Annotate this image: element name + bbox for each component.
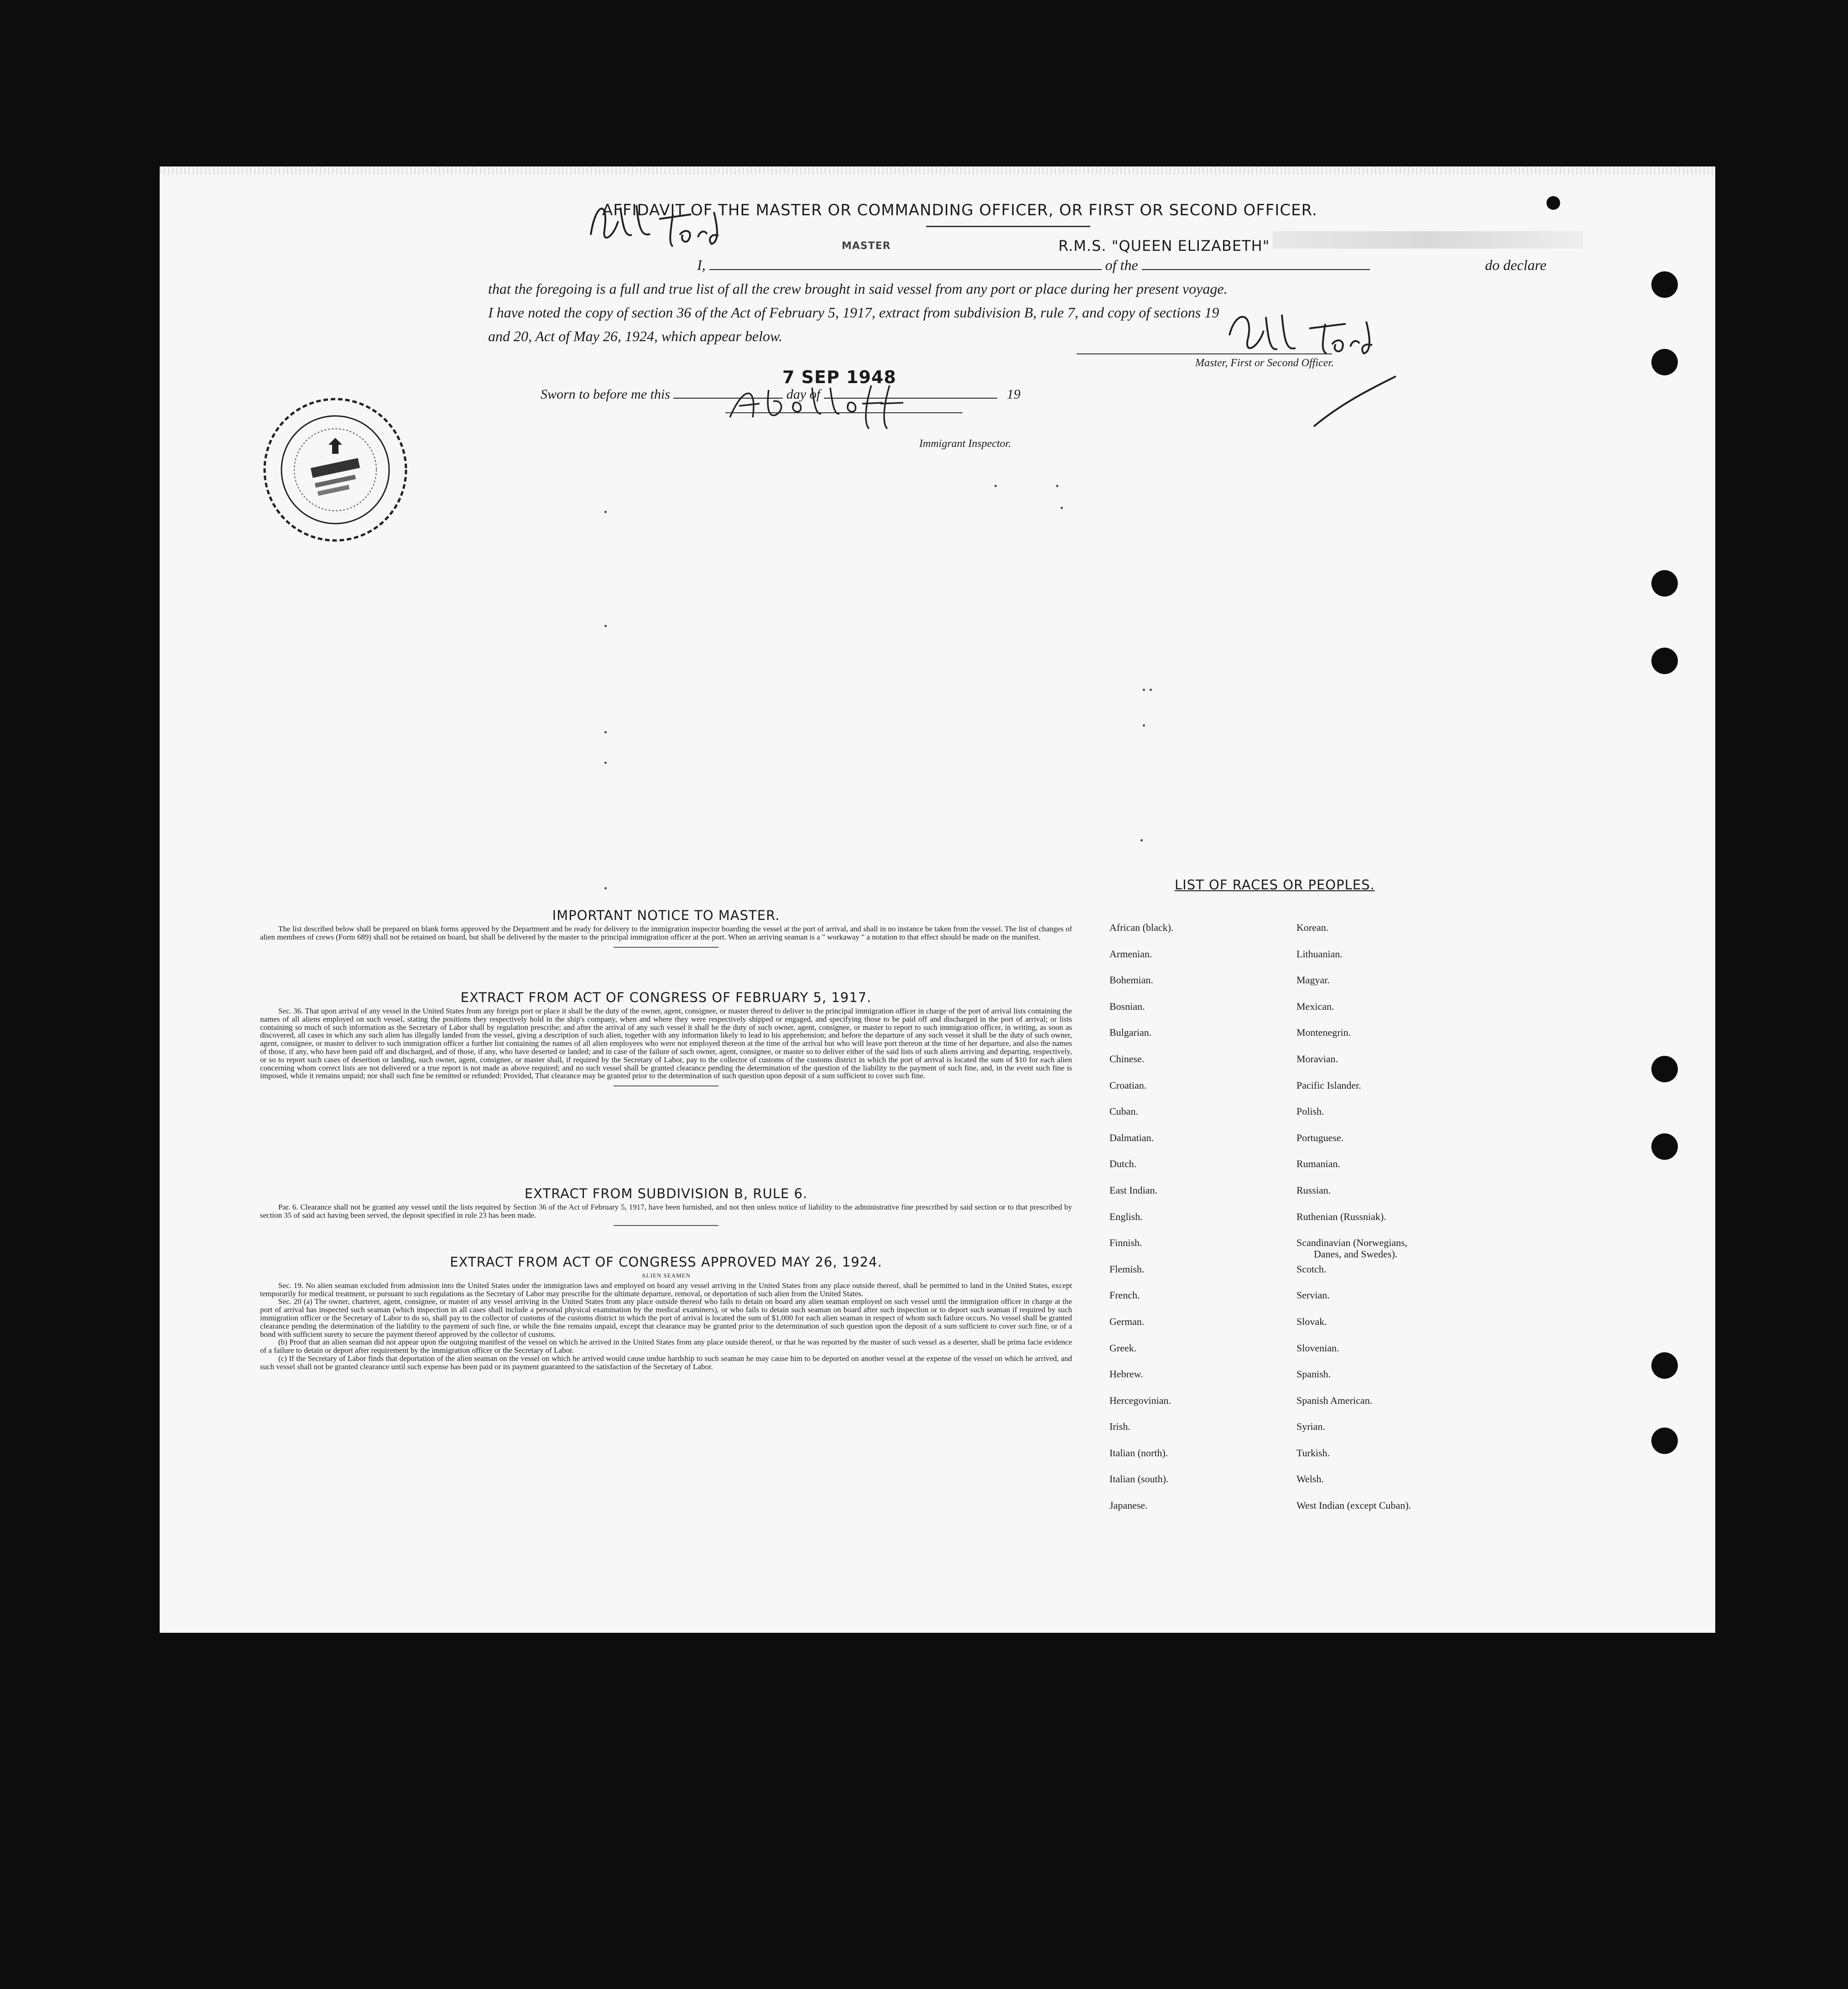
- master-signature-1: [582, 194, 737, 258]
- dot: [1061, 507, 1063, 509]
- sworn-text: Sworn to before me this: [541, 387, 670, 402]
- punch-hole: [1651, 570, 1678, 597]
- race-item: Hercegovinian.: [1109, 1394, 1171, 1406]
- extract-rule6-body: Par. 6. Clearance shall not be granted any vessel until the lists required by Section 36 of the Act of February 5, 1917, have been furnished, and not then unless notice of liability to the administrative fine prescribed by said section or to that prescribed by section 35 of said act having been served, the deposit specified in rule 23 has been made.: [260, 1203, 1072, 1220]
- punch-hole: [1651, 1133, 1678, 1160]
- race-item: West Indian (except Cuban).: [1296, 1500, 1411, 1511]
- dot: [604, 511, 607, 513]
- master-signature-caption: Master, First or Second Officer.: [1195, 357, 1334, 369]
- declaration-of-the: of the: [1105, 257, 1138, 273]
- race-item: Japanese.: [1109, 1500, 1148, 1511]
- notice-body: The list described below shall be prepared on blank forms approved by the Department and be ready for delivery to the immigration inspector boarding the vessel at the port of arrival, and shall in no instance be taken from the vessel. The list of changes of alien members of crews (Form 689) shall not be retained on board, but shall be delivered by the master to the principal immigration officer at the port. When an arriving seaman is a " workaway " a notation to that effect should be made on the manifest.: [260, 924, 1072, 941]
- race-item: Moravian.: [1296, 1053, 1338, 1065]
- race-item: Greek.: [1109, 1342, 1137, 1354]
- extract-1917-body: Sec. 36. That upon arrival of any vessel in the United States from any foreign port or place it shall be the duty of the owner, agent, consignee, or master thereof to deliver to the principal immigration officer in charge of the port of arrival lists containing the names of all aliens employed on such vessel, stating the positions they respectively hold in the ship's company, when and where they were respectively shipped or engaged, and specifying those to be paid off and discharged in the port of arrival; or lists containing so much of such information as the Secretary of Labor shall by regulation prescribe; and after the arrival of any such vessel it shall be the duty of such owner, agent, consignee, or master to report to such immigration officer, in writing, as soon as discovered, all cases in which any such alien has illegally landed from the vessel, giving a description of such alien, together with any information likely to lead to his apprehension; and before the departure of any such vessel it shall be the duty of such owner, agent, consignee, or master to deliver to such immigration officer a further list containing the names of all alien employees who were not employed thereon at the time of the arrival but who will leave port thereon at the time of her departure, and also the names of those, if any, who have been paid off and discharged, and of those, if any, who have deserted or landed; and in case of the failure of such owner, agent, consignee, or master so to deliver either of the said lists of such aliens arriving and departing, respectively, or so to report such cases of desertion or landing, such owner, agent, consignee, or master shall, if required by the Secretary of Labor, pay to the collector of customs of the customs district in which the port of arrival is located the sum of $10 for each alien concerning whom correct lists are not delivered or a true report is not made as above required; and no such vessel shall be granted clearance pending the determination of the question of the liability to the payment of such fine, and, in the event such fine is imposed, while it remains unpaid; nor shall such fine be remitted or refunded: Provided, That clearance may be granted prior to the determination of such question upon deposit of a sum sufficient to cover such fine.: [260, 1007, 1072, 1080]
- sec-20a: Sec. 20 (a) The owner, charterer, agent, consignee, or master of any vessel arriving in the United States from any place outside thereof who fails to detain on board any alien seaman employed on such vessel until the immigration officer in charge at the port of arrival has inspected such seaman (which inspection in all cases shall include a personal physical examination by the medical examiners), or who fails to detain such seaman on board after such inspection or to deport such seaman if required by such immigration officer or the Secretary of Labor to do so, shall pay to the collector of customs of the customs district in which the port of arrival is located the sum of $1,000 for each alien seaman in respect of whom such failure occurs. No vessel shall be granted clearance pending the determination of the liability to the payment of such fine, or while the fine remains unpaid, except that clearance may be granted prior to the determination of such question upon the deposit of a sum sufficient to cover such fine, or of a bond with sufficient surety to secure the payment thereof approved by the collector of customs.: [260, 1297, 1072, 1339]
- dot: [1056, 485, 1058, 487]
- races-left-column: [1109, 914, 1173, 1519]
- dot: [604, 887, 607, 889]
- race-item: Bohemian.: [1109, 974, 1153, 986]
- race-item: Irish.: [1109, 1421, 1130, 1433]
- dot: [1143, 689, 1145, 691]
- punch-hole: [1546, 196, 1560, 210]
- race-item: Bosnian.: [1109, 1000, 1145, 1012]
- race-item: Servian.: [1296, 1289, 1330, 1301]
- race-item: Magyar.: [1296, 974, 1330, 986]
- signature-line: [1077, 353, 1332, 354]
- race-item: French.: [1109, 1289, 1140, 1301]
- declaration-do-declare: do declare: [1485, 257, 1546, 273]
- inspector-caption: Immigrant Inspector.: [919, 438, 1011, 450]
- punch-hole: [1651, 271, 1678, 298]
- race-item-continued: Danes, and Swedes).: [1314, 1248, 1398, 1260]
- master-signature-2: [1223, 312, 1432, 431]
- dot: [1150, 689, 1152, 691]
- race-item: Montenegrin.: [1296, 1027, 1351, 1039]
- dot: [604, 731, 607, 733]
- race-item: East Indian.: [1109, 1184, 1158, 1196]
- race-item: Polish.: [1296, 1106, 1324, 1117]
- notice-title: IMPORTANT NOTICE TO MASTER.: [552, 908, 780, 923]
- separator: [614, 947, 718, 948]
- inspection-seal-stamp: [260, 395, 411, 545]
- separator: [614, 1085, 718, 1086]
- punch-hole: [1651, 1056, 1678, 1082]
- extract-1924-title: EXTRACT FROM ACT OF CONGRESS APPROVED MAY 26, 1924.: [450, 1254, 882, 1270]
- race-item: Ruthenian (Russniak).: [1296, 1210, 1386, 1222]
- declaration-i: I,: [697, 257, 706, 273]
- affidavit-title: AFFIDAVIT OF THE MASTER OR COMMANDING OFFICER, OR FIRST OR SECOND OFFICER.: [602, 201, 1317, 219]
- race-item: Armenian.: [1109, 948, 1152, 960]
- sec-19: Sec. 19. No alien seaman excluded from admission into the United States under the immigration laws and employed on board any vessel arriving in the United States from any place outside thereof, shall be permitted to land in the United States, except temporarily for medical treatment, or pursuant to such regulations as the Secretary of Labor may prescribe for the ultimate departure, removal, or deportation of such alien from the United States.: [260, 1281, 1072, 1298]
- extract-1924: [260, 1254, 1072, 1371]
- punch-hole: [1651, 1428, 1678, 1454]
- extract-1917: [260, 990, 1072, 1086]
- extract-1924-subtitle: ALIEN SEAMEN: [641, 1272, 691, 1279]
- race-item: Dutch.: [1109, 1158, 1137, 1170]
- race-item: Spanish American.: [1296, 1394, 1373, 1406]
- race-item: Syrian.: [1296, 1421, 1325, 1433]
- race-item: English.: [1109, 1210, 1143, 1222]
- sworn-year: 19: [1007, 387, 1021, 402]
- race-item: Flemish.: [1109, 1263, 1145, 1275]
- race-item: German.: [1109, 1315, 1145, 1327]
- sworn-day-of: day of: [786, 387, 821, 402]
- race-item: Finnish.: [1109, 1237, 1142, 1249]
- dot: [604, 762, 607, 764]
- race-item: Chinese.: [1109, 1053, 1145, 1065]
- race-item: Lithuanian.: [1296, 948, 1343, 960]
- punch-hole: [1651, 648, 1678, 674]
- faded-overprint: [1273, 231, 1583, 249]
- race-item: Italian (north).: [1109, 1447, 1168, 1459]
- race-item: Rumanian.: [1296, 1158, 1340, 1170]
- races-right-column: [1296, 914, 1411, 1519]
- race-item: Bulgarian.: [1109, 1027, 1152, 1039]
- punch-hole: [1651, 349, 1678, 375]
- dot: [604, 625, 607, 627]
- race-item: Hebrew.: [1109, 1368, 1143, 1380]
- race-item: Pacific Islander.: [1296, 1079, 1361, 1091]
- rank-typed: MASTER: [842, 240, 891, 252]
- date-stamp: 7 SEP 1948: [782, 367, 896, 387]
- separator: [614, 1225, 718, 1226]
- sec-20c: (c) If the Secretary of Labor finds that deportation of the alien seaman on the vessel on which he arrived would cause undue hardship to such seaman he may cause him to be deported on another vessel at the expense of the vessel on which he arrived, and such vessel shall not be granted clearance until such expense has been paid or its payment guaranteed to the satisfaction of the Secretary of Labor.: [260, 1354, 1072, 1371]
- dot: [994, 485, 997, 487]
- race-item: Croatian.: [1109, 1079, 1147, 1091]
- race-item: Scandinavian (Norwegians,: [1296, 1237, 1408, 1249]
- manifest-sheet: [160, 166, 1715, 1633]
- race-item: Portuguese.: [1296, 1132, 1344, 1143]
- races-title: [1175, 877, 1375, 893]
- race-item: Italian (south).: [1109, 1473, 1169, 1485]
- race-item: Cuban.: [1109, 1106, 1138, 1117]
- dot: [1143, 724, 1145, 727]
- race-item: Dalmatian.: [1109, 1132, 1154, 1143]
- race-item: Slovenian.: [1296, 1342, 1339, 1354]
- declaration-line-4: and 20, Act of May 26, 1924, which appear below.: [488, 328, 782, 344]
- race-item: Slovak.: [1296, 1315, 1327, 1327]
- race-item: Korean.: [1296, 922, 1329, 933]
- punch-hole: [1651, 1352, 1678, 1379]
- declaration-line-2: that the foregoing is a full and true list of all the crew brought in said vessel from any port or place during her present voyage.: [488, 280, 1228, 297]
- race-item: Welsh.: [1296, 1473, 1324, 1485]
- race-item: Russian.: [1296, 1184, 1331, 1196]
- name-blank: [709, 257, 1102, 270]
- extract-1917-title: EXTRACT FROM ACT OF CONGRESS OF FEBRUARY 5, 1917.: [460, 990, 872, 1005]
- inspector-signature: [725, 381, 981, 431]
- sec-20b: (b) Proof that an alien seaman did not appear upon the outgoing manifest of the vessel on which he arrived in the United States from any place outside thereof, or that he was reported by the master of such vessel as a deserter, shall be prima facie evidence of a failure to detain or deport after requirement by the immigration officer or the Secretary of Labor.: [260, 1338, 1072, 1355]
- important-notice: [260, 908, 1072, 948]
- race-item: Spanish.: [1296, 1368, 1331, 1380]
- race-item: African (black).: [1109, 922, 1174, 933]
- ship-name: R.M.S. "QUEEN ELIZABETH": [1058, 237, 1270, 254]
- race-item: Mexican.: [1296, 1000, 1334, 1012]
- races-title-text: LIST OF RACES OR PEOPLES.: [1175, 877, 1375, 893]
- vessel-blank: [1142, 257, 1370, 270]
- title-underline: [926, 226, 1090, 227]
- race-item: Scotch.: [1296, 1263, 1327, 1275]
- race-item: Turkish.: [1296, 1447, 1330, 1459]
- declaration-line-3: I have noted the copy of section 36 of the Act of February 5, 1917, extract from subdivision B, rule 7, and copy of sections 19: [488, 304, 1219, 321]
- extract-rule6-title: EXTRACT FROM SUBDIVISION B, RULE 6.: [524, 1186, 808, 1201]
- dot: [1140, 839, 1143, 841]
- extract-rule-6: [260, 1186, 1072, 1226]
